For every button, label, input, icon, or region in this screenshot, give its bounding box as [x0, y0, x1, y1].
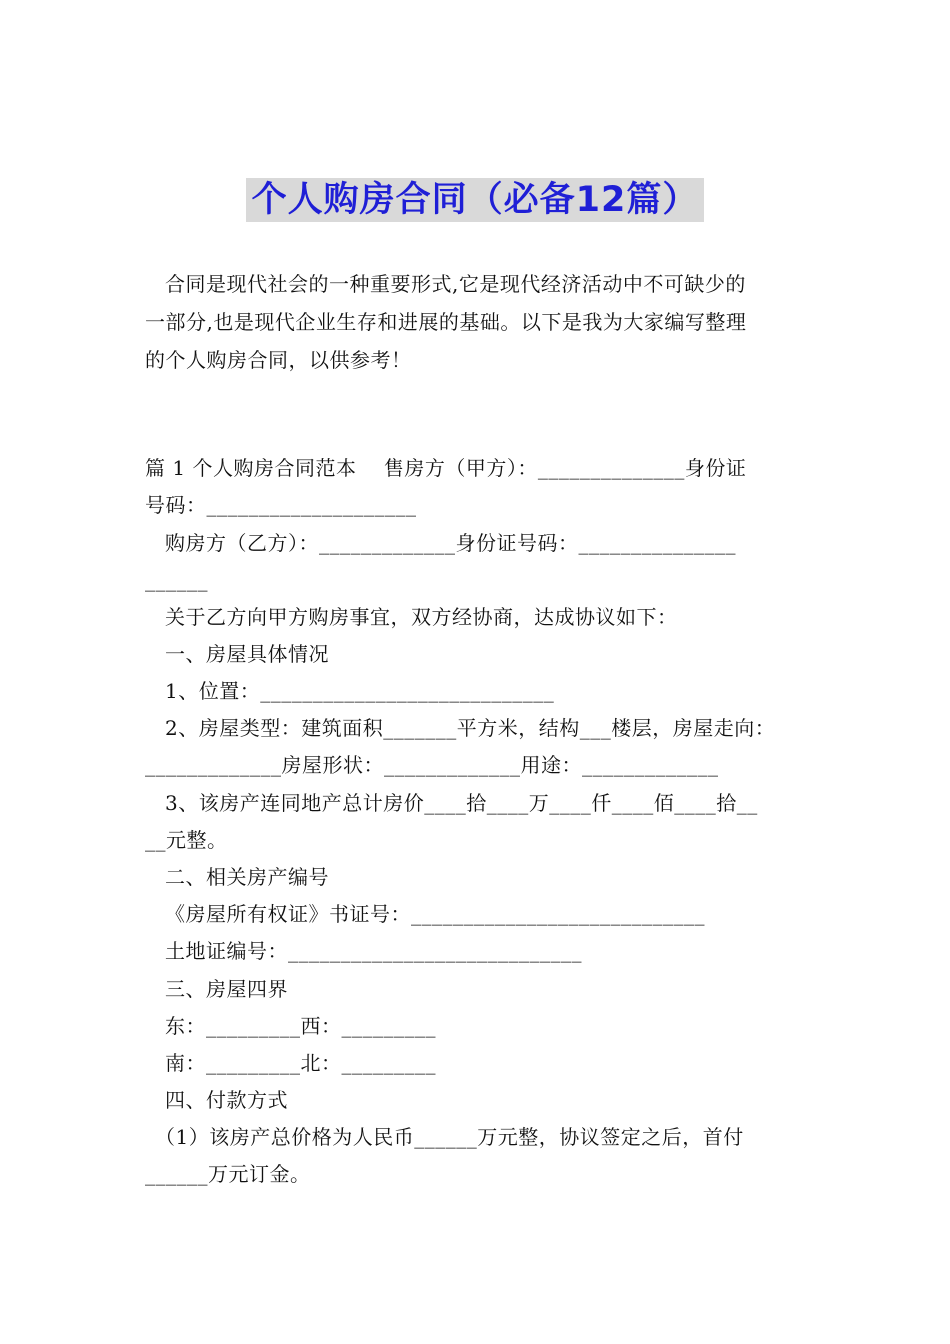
intro-line-2: 一部分,也是现代企业生存和进展的基础。以下是我为大家编写整理	[145, 310, 747, 334]
section-heading-3: 三、房屋四界	[165, 977, 288, 1001]
body-line-17: 南：_________北：_________	[165, 1051, 436, 1075]
body-line-7: 1、位置：____________________________	[165, 679, 555, 703]
body-line-4: ______	[145, 568, 208, 592]
section-heading-1: 一、房屋具体情况	[165, 642, 329, 666]
intro-line-3: 的个人购房合同，以供参考！	[145, 348, 412, 372]
body-line-16: 东：_________西：_________	[165, 1014, 436, 1038]
body-line-1: 篇 1 个人购房合同范本 售房方（甲方）：______________身份证	[145, 456, 747, 480]
body-line-13: 《房屋所有权证》书证号：____________________________	[165, 902, 705, 926]
document-title: 个人购房合同（必备12篇）	[246, 178, 705, 222]
body-line-14: 土地证编号：____________________________	[165, 939, 582, 963]
body-line-20: ______万元订金。	[145, 1162, 311, 1186]
section-heading-2: 二、相关房产编号	[165, 865, 329, 889]
body-line-8: 2、房屋类型：建筑面积_______平方米，结构___楼层，房屋走向：	[165, 716, 776, 740]
body-line-3: 购房方（乙方）：_____________身份证号码：_______________	[165, 531, 736, 555]
body-line-2: 号码：____________________	[145, 493, 417, 517]
intro-line-1: 合同是现代社会的一种重要形式,它是现代经济活动中不可缺少的	[165, 272, 746, 296]
title-container	[0, 178, 950, 222]
body-line-9: _____________房屋形状：_____________用途：_____________	[145, 753, 719, 777]
section-heading-4: 四、付款方式	[165, 1088, 288, 1112]
body-line-19: （1）该房产总价格为人民币______万元整，协议签定之后，首付	[155, 1125, 744, 1149]
body-line-10: 3、该房产连同地产总计房价____拾____万____仟____佰____拾__	[165, 791, 758, 815]
body-line-5: 关于乙方向甲方购房事宜，双方经协商，达成协议如下：	[165, 605, 678, 629]
body-line-11: __元整。	[145, 828, 228, 852]
